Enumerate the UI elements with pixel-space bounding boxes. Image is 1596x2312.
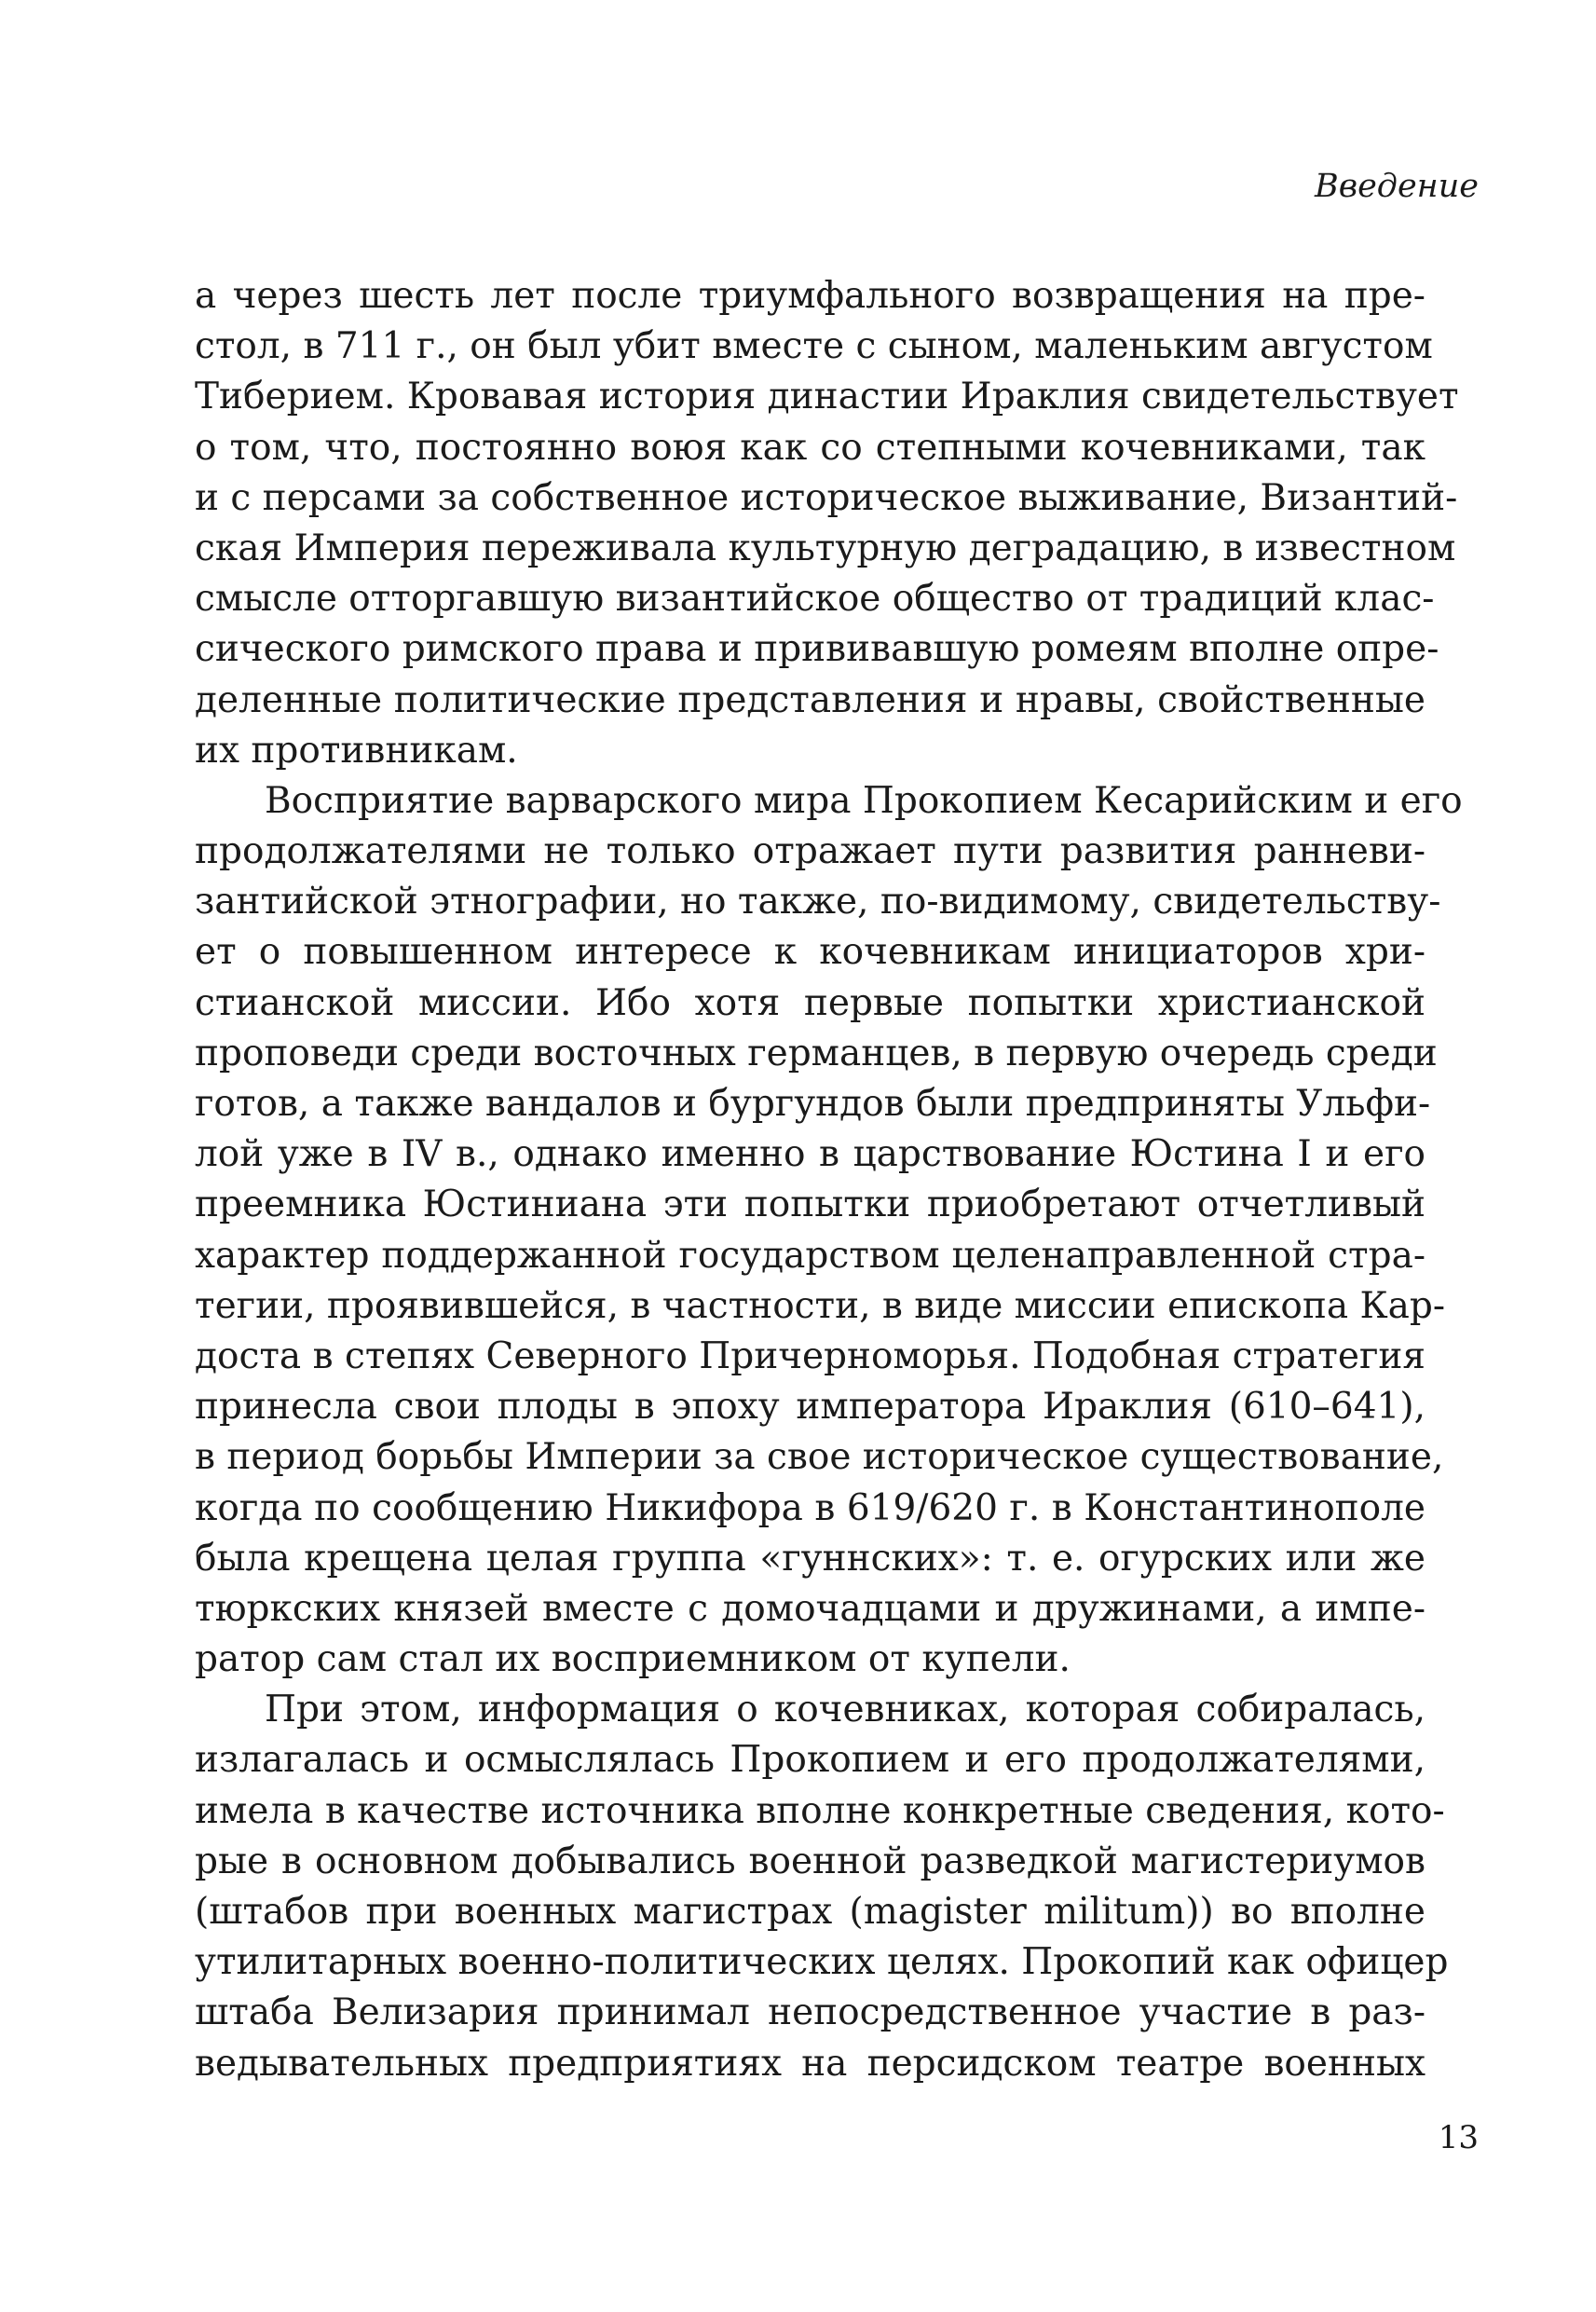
text-line: ратор сам стал их восприемником от купели. <box>195 1638 1071 1681</box>
running-head: Введение <box>1314 168 1479 205</box>
text-line: тегии, проявившейся, в частности, в виде миссии епископа Кар- <box>195 1284 1446 1327</box>
text-line: штаба Велизария принимал непосредственное участие в раз- <box>195 1991 1425 2034</box>
text-line: ская Империя переживала культурную деградацию, в известном <box>195 527 1456 569</box>
text-line: стол, в 711 г., он был убит вместе с сыном, маленьким августом <box>195 325 1433 368</box>
text-line: Восприятие варварского мира Прокопием Кесарийским и его <box>265 779 1463 822</box>
text-line: принесла свои плоды в эпоху императора Ираклия (610–641), <box>195 1386 1425 1429</box>
text-line: доста в степях Северного Причерноморья. Подобная стратегия <box>195 1334 1425 1377</box>
text-line: проповеди среди восточных германцев, в первую очередь среди <box>195 1032 1438 1074</box>
body-text <box>195 271 1463 2089</box>
text-line: их противникам. <box>195 729 518 772</box>
text-line: деленные политические представления и нравы, свойственные <box>195 678 1425 721</box>
text-line: утилитарных военно-политических целях. Прокопий как офицер <box>195 1941 1449 1984</box>
text-line: была крещена целая группа «гуннских»: т. е. огурских или же <box>195 1537 1425 1580</box>
text-line: ведывательных предприятиях на персидском театре военных <box>195 2042 1425 2085</box>
text-line: При этом, информация о кочевниках, которая собиралась, <box>265 1689 1425 1731</box>
text-line: о том, что, постоянно воюя как со степными кочевниками, так <box>195 426 1425 469</box>
text-line: готов, а также вандалов и бургундов были предприняты Ульфи- <box>195 1083 1431 1125</box>
text-line: сического римского права и прививавшую ромеям вполне опре- <box>195 628 1439 671</box>
text-line: преемника Юстиниана эти попытки приобретают отчетливый <box>195 1183 1425 1226</box>
text-line: смысле отторгавшую византийское общество от традиций клас- <box>195 578 1435 621</box>
text-line: стианской миссии. Ибо хотя первые попытки христианской <box>195 981 1425 1024</box>
text-line: тюркских князей вместе с домочадцами и дружинами, а импе- <box>195 1587 1425 1630</box>
text-line: рые в основном добывались военной разведкой магистериумов <box>195 1840 1425 1882</box>
page-number: 13 <box>1438 2119 1479 2156</box>
text-line: Тиберием. Кровавая история династии Ираклия свидетельствует <box>195 376 1459 418</box>
text-line: зантийской этнографии, но также, по-видимому, свидетельству- <box>195 881 1441 923</box>
text-line: характер поддержанной государством целенаправленной стра- <box>195 1234 1425 1277</box>
text-line: лой уже в IV в., однако именно в царствование Юстина I и его <box>195 1133 1425 1176</box>
text-line: продолжателями не только отражает пути развития ранневи- <box>195 830 1425 873</box>
text-line: в период борьбы Империи за свое историческое существование, <box>195 1436 1444 1479</box>
text-line: и с персами за собственное историческое выживание, Византий- <box>195 476 1458 519</box>
text-line: а через шесть лет после триумфального возвращения на пре- <box>195 275 1425 317</box>
text-line: (штабов при военных магистрах (magister militum)) во вполне <box>195 1891 1425 1933</box>
text-line: когда по сообщению Никифора в 619/620 г. в Константинополе <box>195 1486 1425 1529</box>
text-line: ет о повышенном интересе к кочевникам инициаторов хри- <box>195 931 1425 974</box>
text-line: излагалась и осмыслялась Прокопием и его продолжателями, <box>195 1739 1425 1782</box>
text-line: имела в качестве источника вполне конкретные сведения, кото- <box>195 1789 1445 1832</box>
